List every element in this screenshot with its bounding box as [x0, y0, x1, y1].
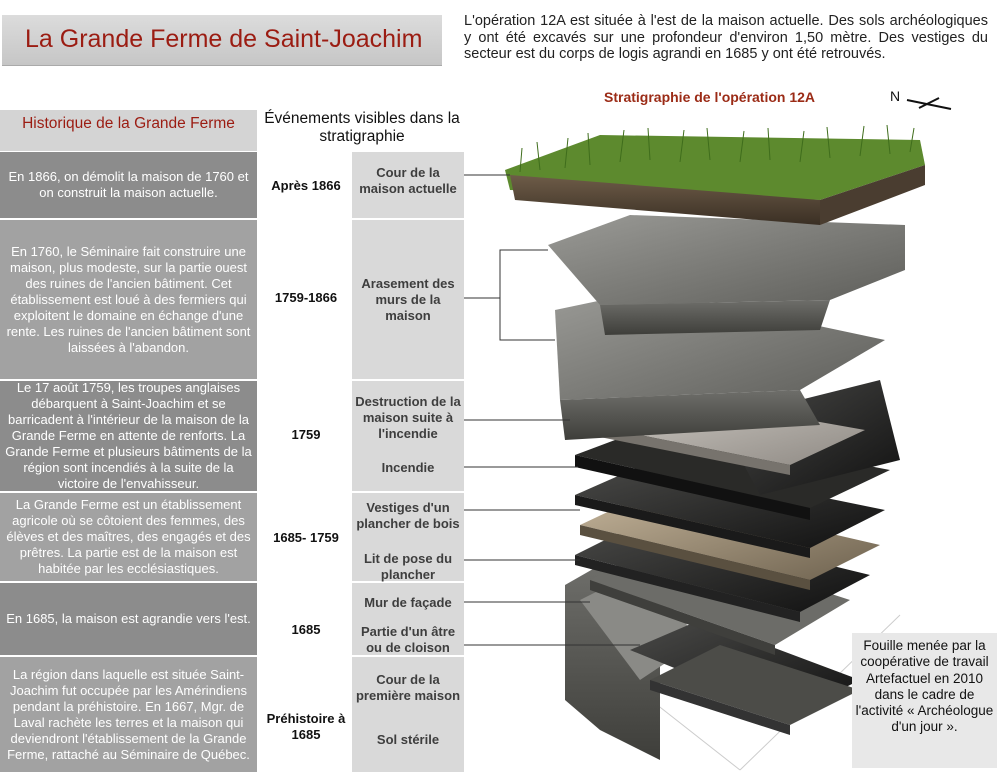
stratigraphy-event: Cour de la maison actuelle [359, 165, 457, 196]
stratigraphy-event: Mur de façade [364, 595, 452, 610]
layer-razing-upper [548, 215, 905, 305]
stratigraphy-event: Partie d'un âtre ou de cloison [360, 624, 456, 655]
stratigraphy-event: Vestiges d'un plancher de bois [356, 500, 460, 531]
history-row: En 1866, on démolit la maison de 1760 et on construit la maison actuelle. [0, 152, 257, 218]
history-row: La région dans laquelle est située Saint-Joachim fut occupée par les Amérindiens pendant la préhistoire. En 1667, Mgr. de Laval rachète les terres et la maison qui deviendront l'établissement de la Grande Ferme, rattaché au Séminaire de Québec. [0, 657, 257, 772]
events-header: Événements visibles dans la stratigraphie [264, 110, 460, 145]
intro-paragraph: L'opération 12A est située à l'est de la maison actuelle. Des sols archéologiques y ont été excavés sur une profondeur d'environ 1,50 mètre. Des vestiges du secteur est du corps de logis agrandi en 1685 y ont été retrouvés. [464, 13, 988, 62]
stratigraphy-event: Sol stérile [376, 732, 440, 747]
history-row: En 1760, le Séminaire fait construire une maison, plus modeste, sur la partie ouest des ruines de l'ancien bâtiment. Cet établissement est loué à des fermiers qui exploitent le domaine en échange d'une rente. Les ruines de l'ancien bâtiment sont laissées à l'abandon. [0, 220, 257, 379]
period-date: Après 1866 [271, 178, 341, 193]
page-title: La Grande Ferme de Saint-Joachim [25, 25, 423, 53]
stratigraphy-event: Cour de la première maison [355, 672, 461, 703]
stratigraphy-event: Destruction de la maison suite à l'incendie [355, 394, 461, 441]
period-date: 1759 [291, 427, 321, 442]
period-date: 1685- 1759 [273, 530, 339, 545]
history-row: La Grande Ferme est un établissement agricole où se côtoient des femmes, des élèves et des maîtres, des engagés et des prêtres. La partie est de la maison est habitée par les ecclésiastiques. [0, 493, 257, 581]
period-date: Préhistoire à 1685 [266, 711, 346, 742]
stratigraphy-event: Lit de pose du plancher [363, 551, 453, 582]
history-row: Le 17 août 1759, les troupes anglaises débarquent à Saint-Joachim et se barricadent à l'intérieur de la maison de la Grande Ferme en attente de renforts. La Grande Ferme et plusieurs bâtiments de la région sont incendiés à la suite de la victoire de l'envahisseur. [0, 381, 257, 491]
stratigraphy-event: Arasement des murs de la maison [361, 276, 455, 323]
stratigraphy-title: Stratigraphie de l'opération 12A [604, 89, 816, 105]
credit-note: Fouille menée par la coopérative de travail Artefactuel en 2010 dans le cadre de l'activité « Archéologue d'un jour ». [852, 633, 997, 768]
history-row: En 1685, la maison est agrandie vers l'est. [0, 583, 257, 655]
stratigraphy-event: Incendie [381, 460, 435, 475]
history-header: Historique de la Grande Ferme [0, 110, 257, 151]
north-label: N [890, 88, 901, 104]
period-date: 1759-1866 [274, 290, 338, 305]
period-date: 1685 [291, 622, 321, 637]
